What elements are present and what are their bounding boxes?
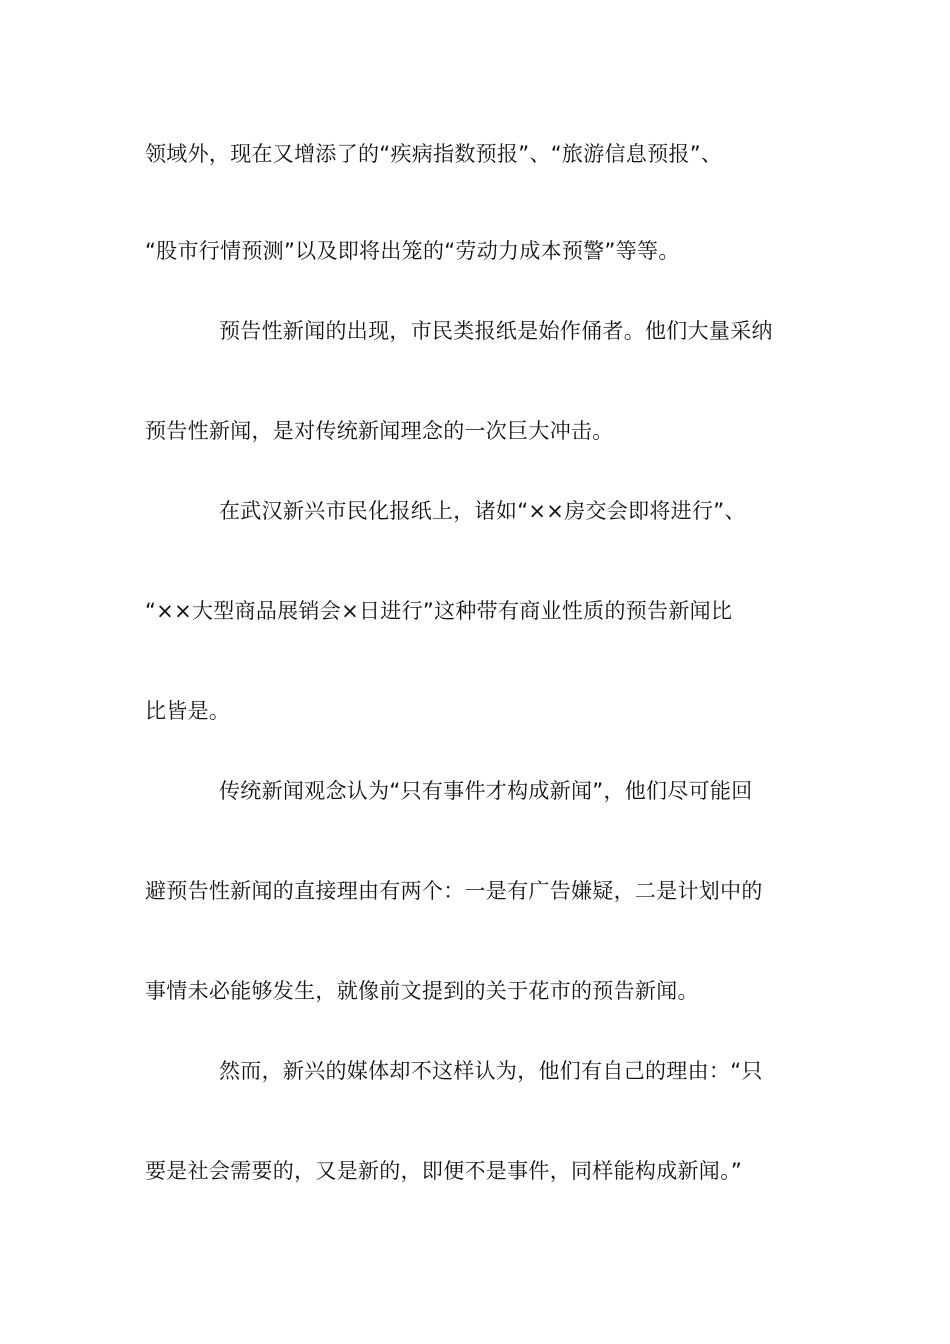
text-line: 事情未必能够发生，就像前文提到的关于花市的预告新闻。 — [145, 979, 699, 1003]
paragraph-first-line: 然而，新兴的媒体却不这样认为，他们有自己的理由：“只 — [219, 1059, 763, 1083]
text-line: “股市行情预测”以及即将出笼的“劳动力成本预警”等等。 — [145, 239, 680, 263]
text-line: 避预告性新闻的直接理由有两个：一是有广告嫌疑，二是计划中的 — [145, 879, 763, 903]
paragraph-first-line: 传统新闻观念认为“只有事件才构成新闻”，他们尽可能回 — [219, 779, 753, 803]
text-line: “××大型商品展销会×日进行”这种带有商业性质的预告新闻比 — [145, 599, 733, 623]
paragraph-first-line: 在武汉新兴市民化报纸上，诸如“××房交会即将进行”、 — [219, 499, 746, 523]
text-line: 要是社会需要的，又是新的，即便不是事件，同样能构成新闻。” — [145, 1159, 743, 1183]
paragraph-first-line: 预告性新闻的出现，市民类报纸是始作俑者。他们大量采纳 — [219, 319, 773, 343]
text-line: 预告性新闻，是对传统新闻理念的一次巨大冲击。 — [145, 419, 614, 443]
text-line: 比皆是。 — [145, 699, 231, 723]
text-line: 领域外，现在又增添了的“疾病指数预报”、“旅游信息预报”、 — [145, 142, 723, 166]
